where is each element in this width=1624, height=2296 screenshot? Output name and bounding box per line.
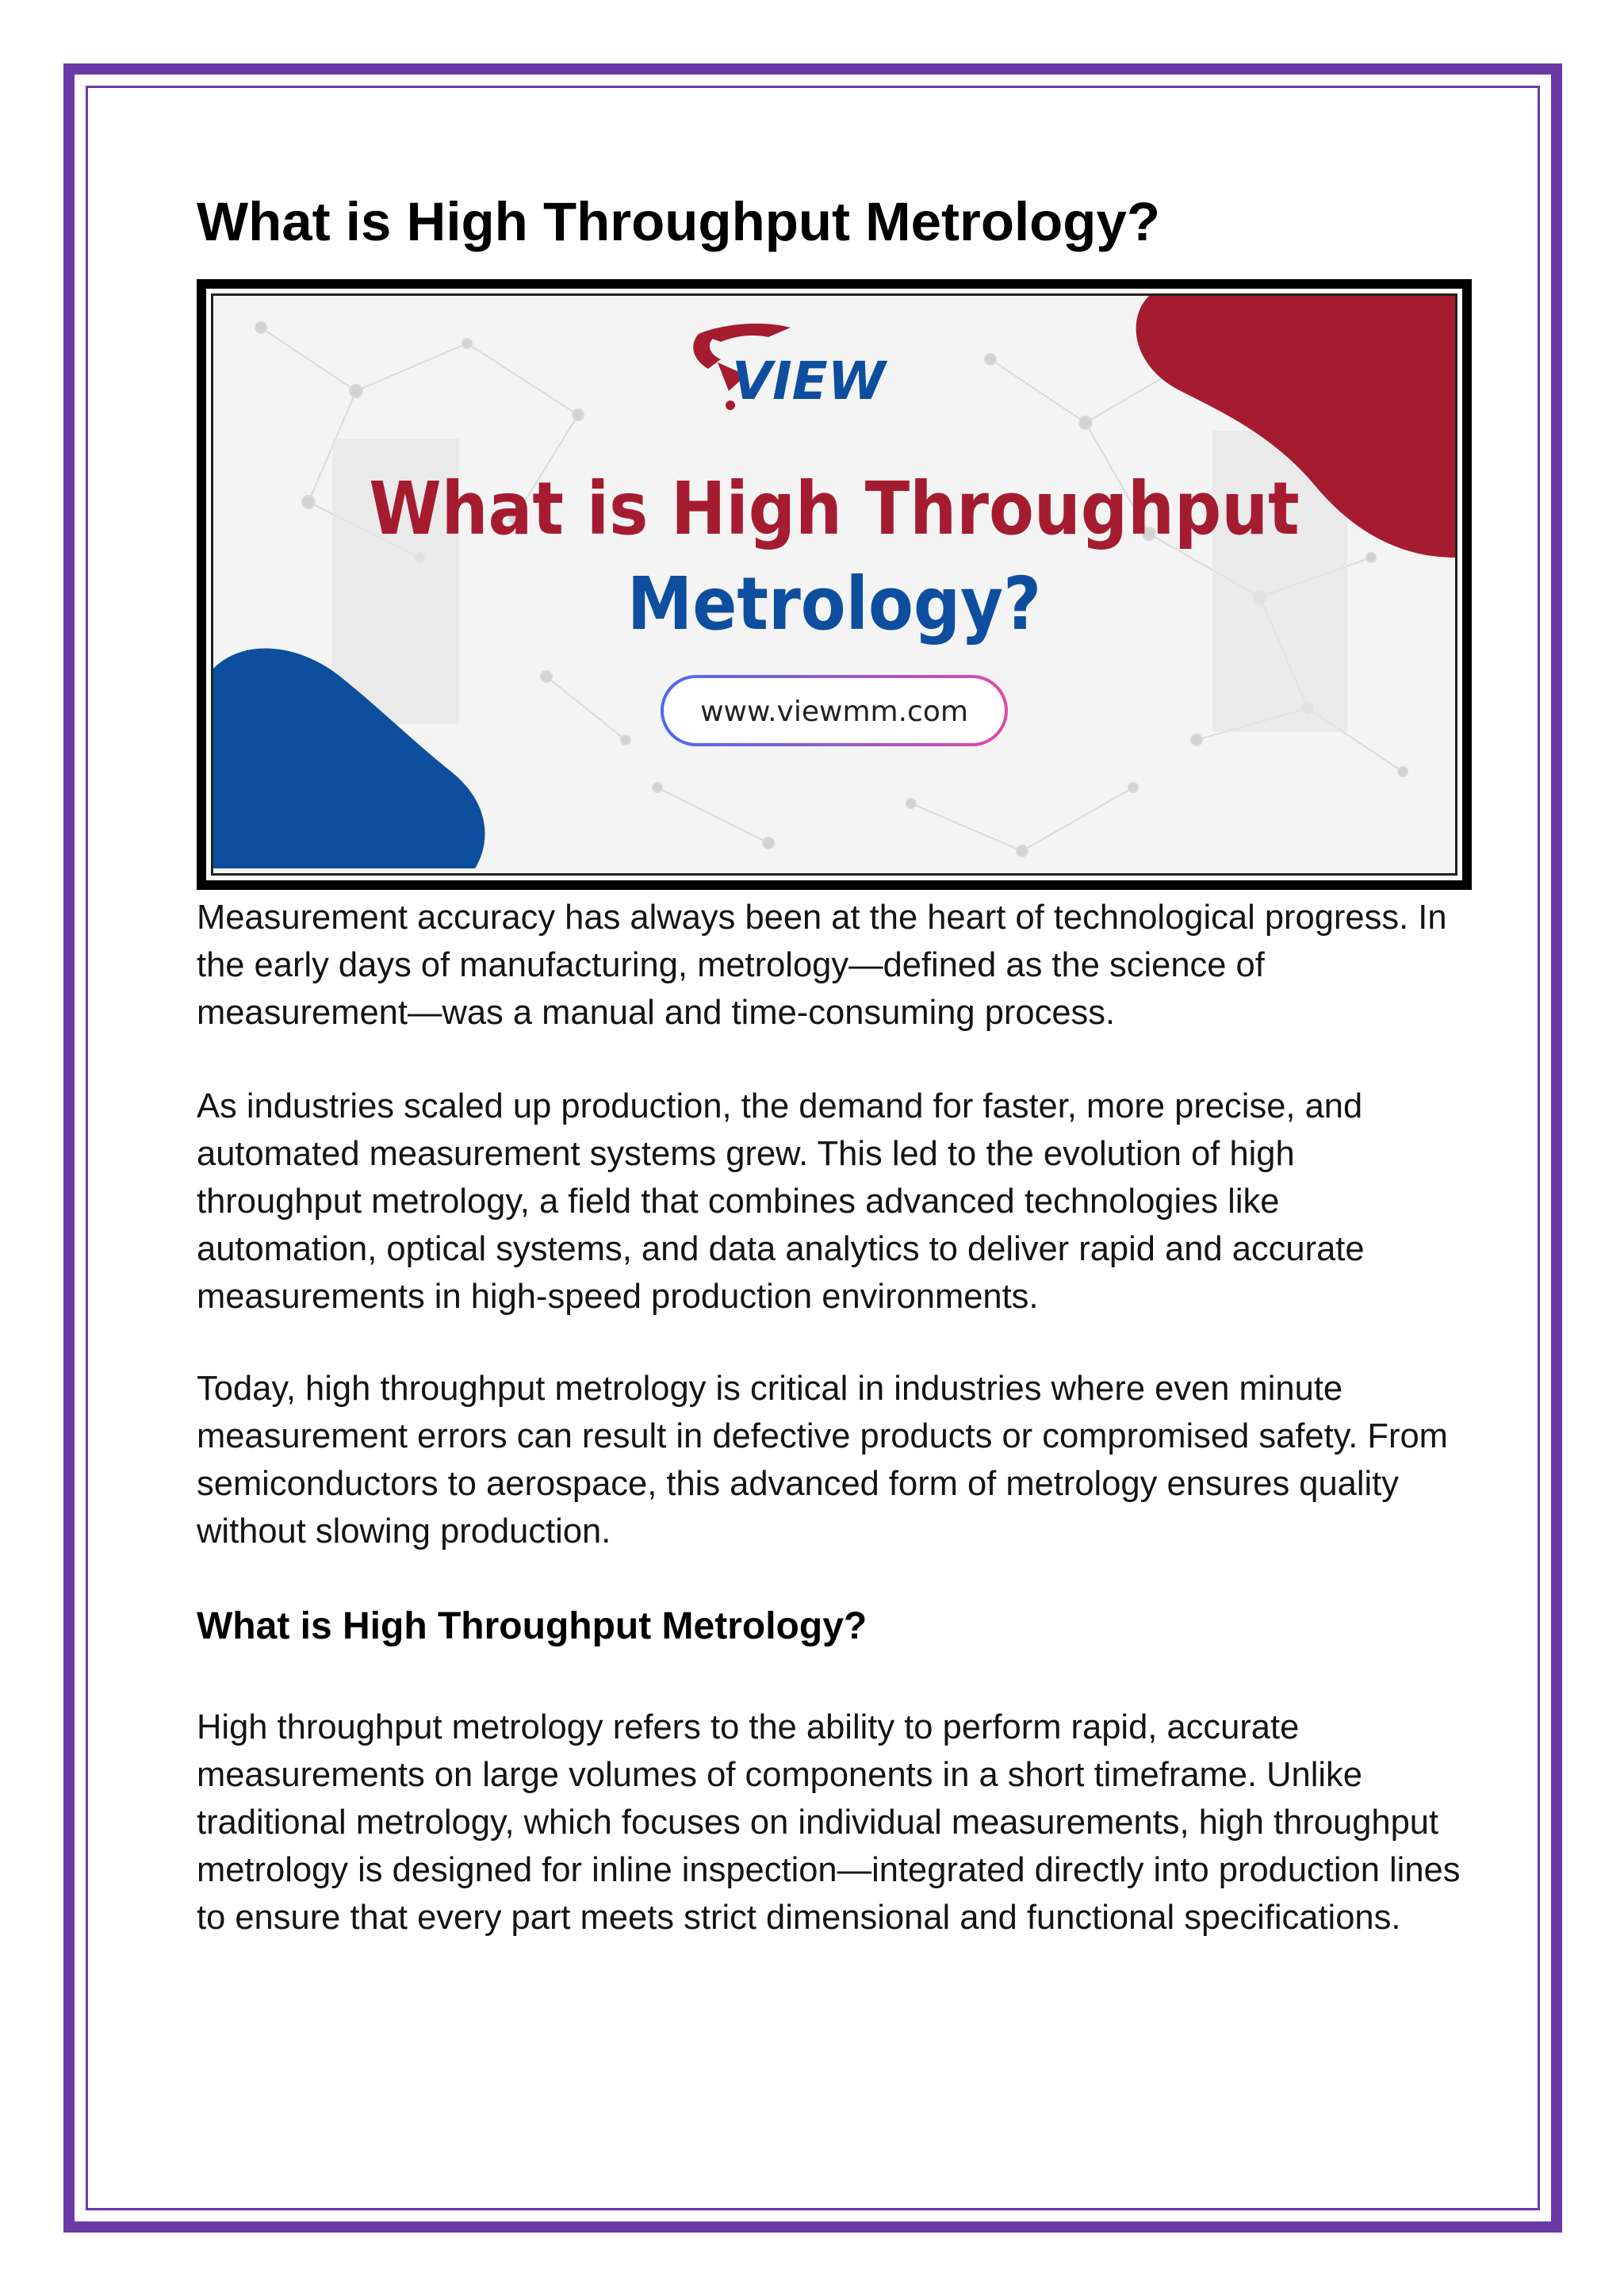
banner-svg: [213, 296, 1455, 868]
page-title: What is High Throughput Metrology?: [197, 191, 1160, 252]
section-body-text: High throughput metrology refers to the ability to perform rapid, accurate measurements on large volumes of components in a short timeframe. Unlike traditional metrology, which focuses on individual measurements, high throughput metrology is designed for inline inspection—integrated directly into production lines to ensure that every part meets strict dimensional and functional specifications.: [197, 1708, 1461, 1937]
banner-inner: [206, 289, 1462, 880]
banner-graphic: [211, 293, 1457, 876]
banner-image: [197, 279, 1472, 890]
logo-brand-text: VIEW: [732, 351, 886, 412]
paragraph-1: [197, 894, 1465, 1037]
banner-headline-line2: Metrology?: [626, 562, 1042, 646]
paragraph-2-text: As industries scaled up production, the demand for faster, more precise, and automated measurement systems grew. This led to the evolution of high throughput metrology, a field that combines advanced technologies like automation, optical systems, and data analytics to deliver rapid and accurate measurements in high-speed production environments.: [197, 1087, 1365, 1316]
banner-url: www.viewmm.com: [700, 696, 968, 728]
paragraph-3-text: Today, high throughput metrology is critical in industries where even minute measurement errors can result in defective products or compromised safety. From semiconductors to aerospace, this advanced form of metrology ensures quality without slowing production.: [197, 1370, 1448, 1550]
paragraph-1-text: Measurement accuracy has always been at the heart of technological progress. In the early days of manufacturing, metrology—defined as the science of measurement—was a manual and time-consuming process.: [197, 899, 1447, 1032]
paragraph-3: [197, 1365, 1465, 1555]
section-body: [197, 1704, 1465, 1941]
banner-headline-line1: What is High Throughput: [369, 466, 1300, 551]
paragraph-2: [197, 1083, 1465, 1320]
view-logo: [693, 324, 887, 412]
section-heading: What is High Throughput Metrology?: [197, 1605, 868, 1647]
title-container: [197, 190, 1450, 253]
